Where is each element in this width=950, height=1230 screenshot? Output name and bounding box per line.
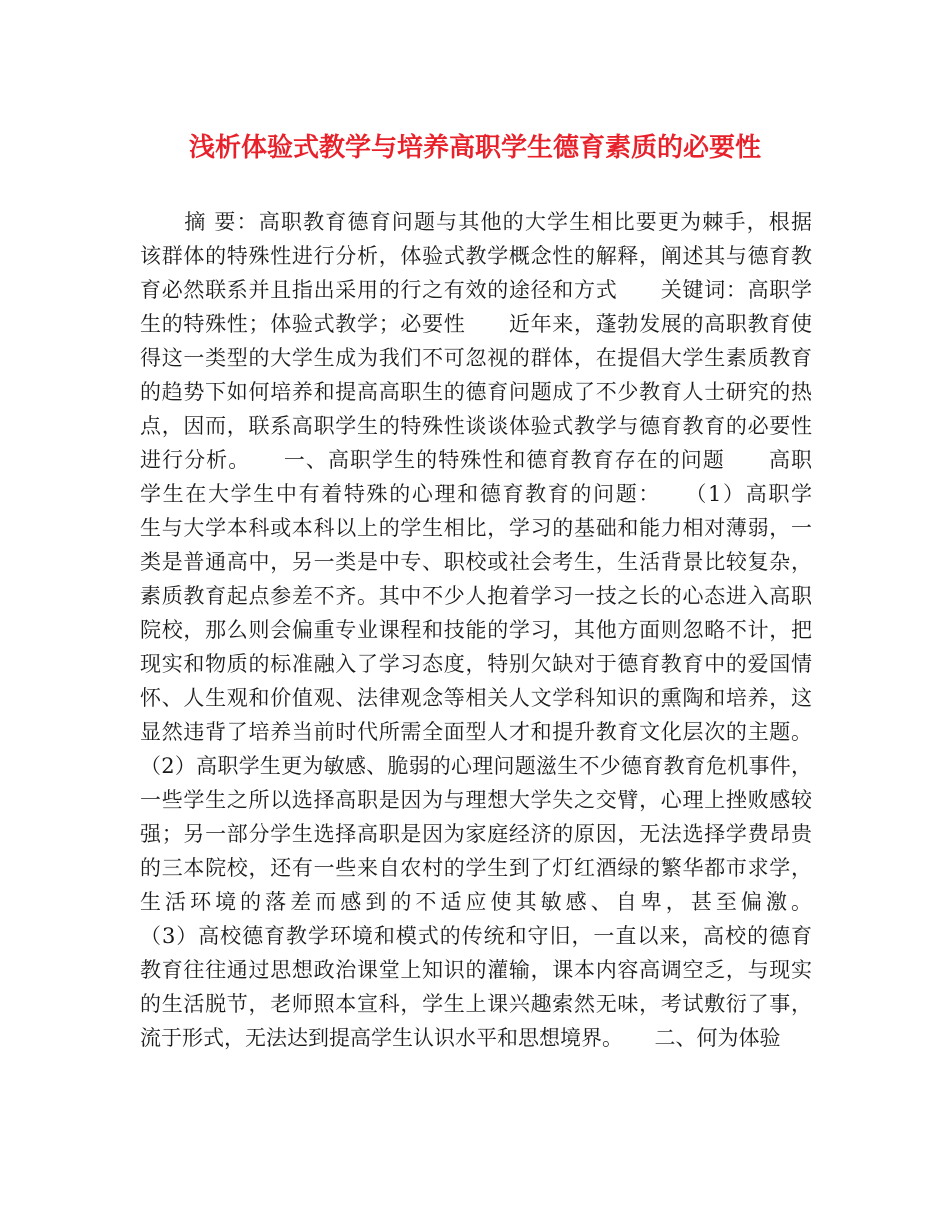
body-line: 摘 要：高职教育德育问题与其他的大学生相比要更为棘手，根据 [140,210,812,234]
body-line: 进行分析。 一、高职学生的特殊性和德育教育存在的问题 高职 [140,448,812,472]
body-line: 强；另一部分学生选择高职是因为家庭经济的原因，无法选择学费昂贵 [140,822,812,846]
body-line: 育必然联系并且指出采用的行之有效的途径和方式 关键词：高职学 [140,278,812,302]
body-line: 生的特殊性；体验式教学；必要性 近年来，蓬勃发展的高职教育使 [140,312,812,336]
body-line: 点，因而，联系高职学生的特殊性谈谈体验式教学与德育教育的必要性 [140,414,812,438]
body-line: 现实和物质的标准融入了学习态度，特别欠缺对于德育教育中的爱国情 [140,652,812,676]
body-line: 显然违背了培养当前时代所需全面型人才和提升教育文化层次的主题。 [140,720,812,744]
body-line: 的生活脱节，老师照本宣科，学生上课兴趣索然无味，考试敷衍了事， [140,992,812,1016]
body-line: 怀、人生观和价值观、法律观念等相关人文学科知识的熏陶和培养，这 [140,686,812,710]
body-line: 院校，那么则会偏重专业课程和技能的学习，其他方面则忽略不计，把 [140,618,812,642]
body-line: （2）高职学生更为敏感、脆弱的心理问题滋生不少德育教育危机事件， [140,754,812,778]
body-line: 素质教育起点参差不齐。其中不少人抱着学习一技之长的心态进入高职 [140,584,812,608]
document-title: 浅析体验式教学与培养高职学生德育素质的必要性 [188,133,761,163]
body-line: （3）高校德育教学环境和模式的传统和守旧，一直以来，高校的德育 [140,924,812,948]
body-line: 生与大学本科或本科以上的学生相比，学习的基础和能力相对薄弱，一 [140,516,812,540]
body-line: 生活环境的落差而感到的不适应使其敏感、自卑，甚至偏激。 [140,890,812,914]
body-line: 该群体的特殊性进行分析，体验式教学概念性的解释，阐述其与德育教 [140,244,812,268]
body-line: 的三本院校，还有一些来自农村的学生到了灯红酒绿的繁华都市求学， [140,856,812,880]
body-line: 一些学生之所以选择高职是因为与理想大学失之交臂，心理上挫败感较 [140,788,812,812]
body-line: 类是普通高中，另一类是中专、职校或社会考生，生活背景比较复杂， [140,550,812,574]
body-line: 得这一类型的大学生成为我们不可忽视的群体，在提倡大学生素质教育 [140,346,812,370]
body-line: 教育往往通过思想政治课堂上知识的灌输，课本内容高调空乏，与现实 [140,958,812,982]
body-line: 的趋势下如何培养和提高高职生的德育问题成了不少教育人士研究的热 [140,380,812,404]
body-line: 流于形式，无法达到提高学生认识水平和思想境界。 二、何为体验 [140,1026,781,1050]
body-line: 学生在大学生中有着特殊的心理和德育教育的问题： （1）高职学 [140,482,812,506]
